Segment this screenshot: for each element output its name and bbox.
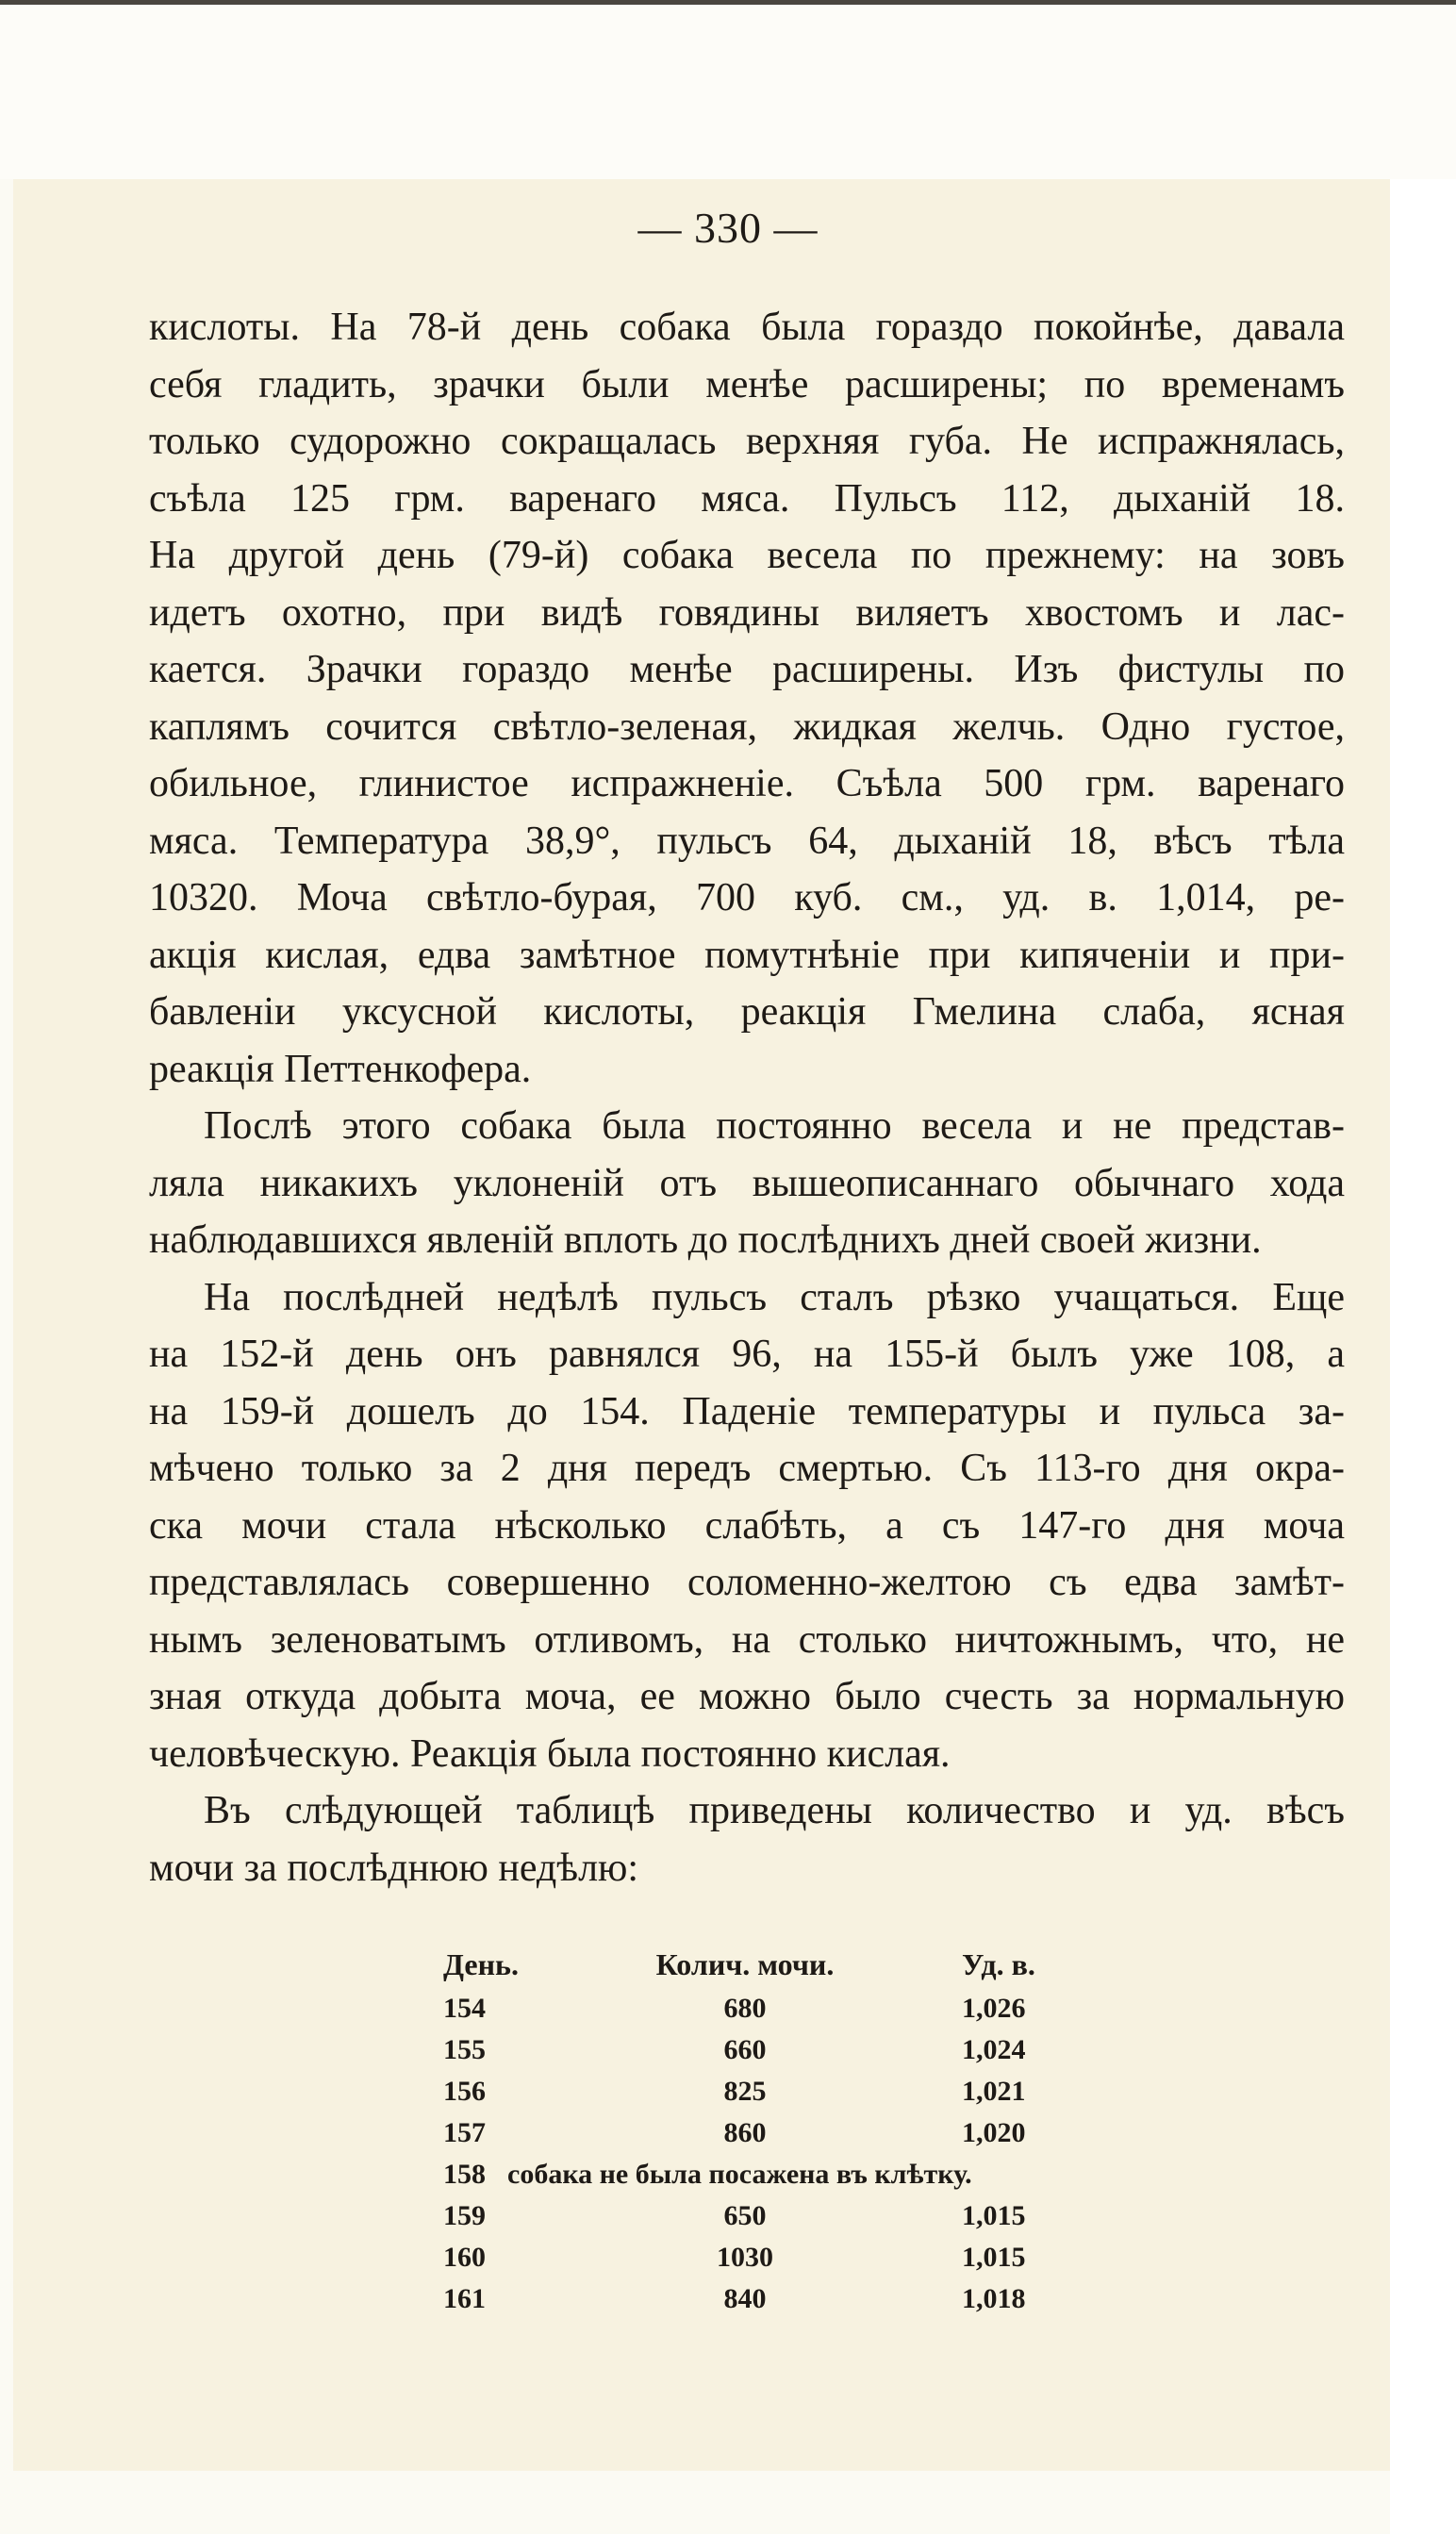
text-line: только судорожно сокращалась верхняя губа. Не испражнялась,	[149, 420, 1345, 463]
cell-volume: 860	[723, 2117, 767, 2148]
cell-day: 160	[443, 2242, 486, 2273]
text-line: 10320. Моча свѣтло-бурая, 700 куб. см., уд. в. 1,014, ре-	[149, 876, 1345, 919]
text-line: зная откуда добыта моча, ее можно было счесть за нормальную	[149, 1675, 1345, 1718]
scan-top-margin	[0, 0, 1456, 179]
cell-day: 155	[443, 2034, 486, 2065]
table-row	[434, 2195, 1188, 2237]
text-line: представлялась совершенно соломенно-желтою съ едва замѣт-	[149, 1561, 1345, 1604]
table-header-row	[434, 1941, 1188, 1988]
table-row	[434, 2278, 1188, 2320]
text-line: мяса. Температура 38,9°, пульсъ 64, дыханій 18, вѣсъ тѣла	[149, 819, 1345, 863]
text-line: На другой день (79-й) собака весела по прежнему: на зовъ	[149, 534, 1345, 577]
text-line: Въ слѣдующей таблицѣ приведены количество и уд. вѣсъ	[204, 1789, 1345, 1832]
cell-day: 158	[443, 2159, 486, 2190]
cell-day: 157	[443, 2117, 486, 2148]
text-line: съѣла 125 грм. варенаго мяса. Пульсъ 112, дыханій 18.	[149, 476, 1345, 521]
cell-volume: 650	[723, 2200, 767, 2231]
scan-right-margin	[1390, 179, 1456, 2534]
header-day: День.	[443, 1947, 519, 1981]
text-line: каплямъ сочится свѣтло-зеленая, жидкая желчь. Одно густое,	[149, 704, 1345, 749]
cell-volume: 680	[723, 1993, 767, 2024]
urine-table	[434, 1941, 1188, 2320]
text-line: человѣческую. Реакція была постоянно кислая.	[149, 1731, 951, 1776]
table-row	[434, 1988, 1188, 2029]
cell-specific-gravity: 1,026	[962, 1993, 1026, 2024]
paragraph-1	[149, 299, 1345, 1098]
text-line: мѣчено только за 2 дня передъ смертью. Съ 113-го дня окра-	[149, 1447, 1345, 1490]
text-line: кается. Зрачки гораздо менѣе расширены. Изъ фистулы по	[149, 648, 1345, 691]
text-line: обильное, глинистое испражненіе. Съѣла 500 грм. варенаго	[149, 762, 1345, 805]
page-number: — 330 —	[637, 204, 819, 252]
paragraph-3	[149, 1269, 1345, 1783]
text-line: на 159-й дошелъ до 154. Паденіе температуры и пульса за-	[149, 1389, 1345, 1433]
cell-day: 161	[443, 2283, 486, 2314]
text-line: себя гладить, зрачки были менѣе расширены; по временамъ	[149, 362, 1345, 406]
header-volume: Колич. мочи.	[655, 1947, 835, 1981]
cell-day: 154	[443, 1993, 486, 2024]
text-line: на 152-й день онъ равнялся 96, на 155-й былъ уже 108, а	[149, 1333, 1345, 1376]
cell-volume: 825	[723, 2076, 767, 2107]
text-line: наблюдавшихся явленій вплоть до послѣднихъ дней своей жизни.	[149, 1218, 1262, 1262]
text-line: мочи за послѣднюю недѣлю:	[149, 1846, 639, 1890]
cell-specific-gravity: 1,021	[962, 2076, 1026, 2107]
cell-specific-gravity: 1,020	[962, 2117, 1026, 2148]
scan-edge-line	[0, 0, 1456, 5]
text-line: бавленіи уксусной кислоты, реакція Гмелина слаба, ясная	[149, 990, 1345, 1034]
text-line: нымъ зеленоватымъ отливомъ, на столько ничтожнымъ, что, не	[149, 1617, 1345, 1662]
body-text	[149, 299, 1345, 1896]
table-row	[434, 2237, 1188, 2278]
cell-volume: 840	[723, 2283, 767, 2314]
text-line: кислоты. На 78-й день собака была гораздо покойнѣе, давала	[149, 306, 1345, 349]
table-row	[434, 2029, 1188, 2071]
cell-specific-gravity: 1,015	[962, 2242, 1026, 2273]
table-row	[434, 2112, 1188, 2154]
cell-day: 159	[443, 2200, 486, 2231]
cell-specific-gravity: 1,015	[962, 2200, 1026, 2231]
text-line: реакція Петтенкофера.	[149, 1047, 532, 1091]
cell-specific-gravity: 1,018	[962, 2283, 1026, 2314]
table-row	[434, 2071, 1188, 2112]
table-row	[434, 2154, 1188, 2195]
text-line: идетъ охотно, при видѣ говядины виляетъ хвостомъ и лас-	[149, 590, 1345, 635]
cell-note: собака не была посажена въ клѣтку.	[507, 2159, 972, 2190]
paragraph-4	[149, 1782, 1345, 1896]
cell-volume: 1030	[717, 2242, 773, 2273]
text-line: акція кислая, едва замѣтное помутнѣніе при кипяченіи и при-	[149, 933, 1345, 977]
text-line: ляла никакихъ уклоненій отъ вышеописаннаго обычнаго хода	[149, 1161, 1345, 1205]
cell-day: 156	[443, 2076, 486, 2107]
text-line: На послѣдней недѣлѣ пульсъ сталъ рѣзко учащаться. Еще	[204, 1275, 1345, 1319]
cell-volume: 660	[723, 2034, 767, 2065]
paragraph-2	[149, 1098, 1345, 1269]
header-specific-gravity: Уд. в.	[962, 1947, 1035, 1981]
text-line: ска мочи стала нѣсколько слабѣть, а съ 147-го дня моча	[149, 1503, 1345, 1548]
text-line: Послѣ этого собака была постоянно весела и не представ-	[204, 1104, 1345, 1148]
cell-specific-gravity: 1,024	[962, 2034, 1026, 2065]
